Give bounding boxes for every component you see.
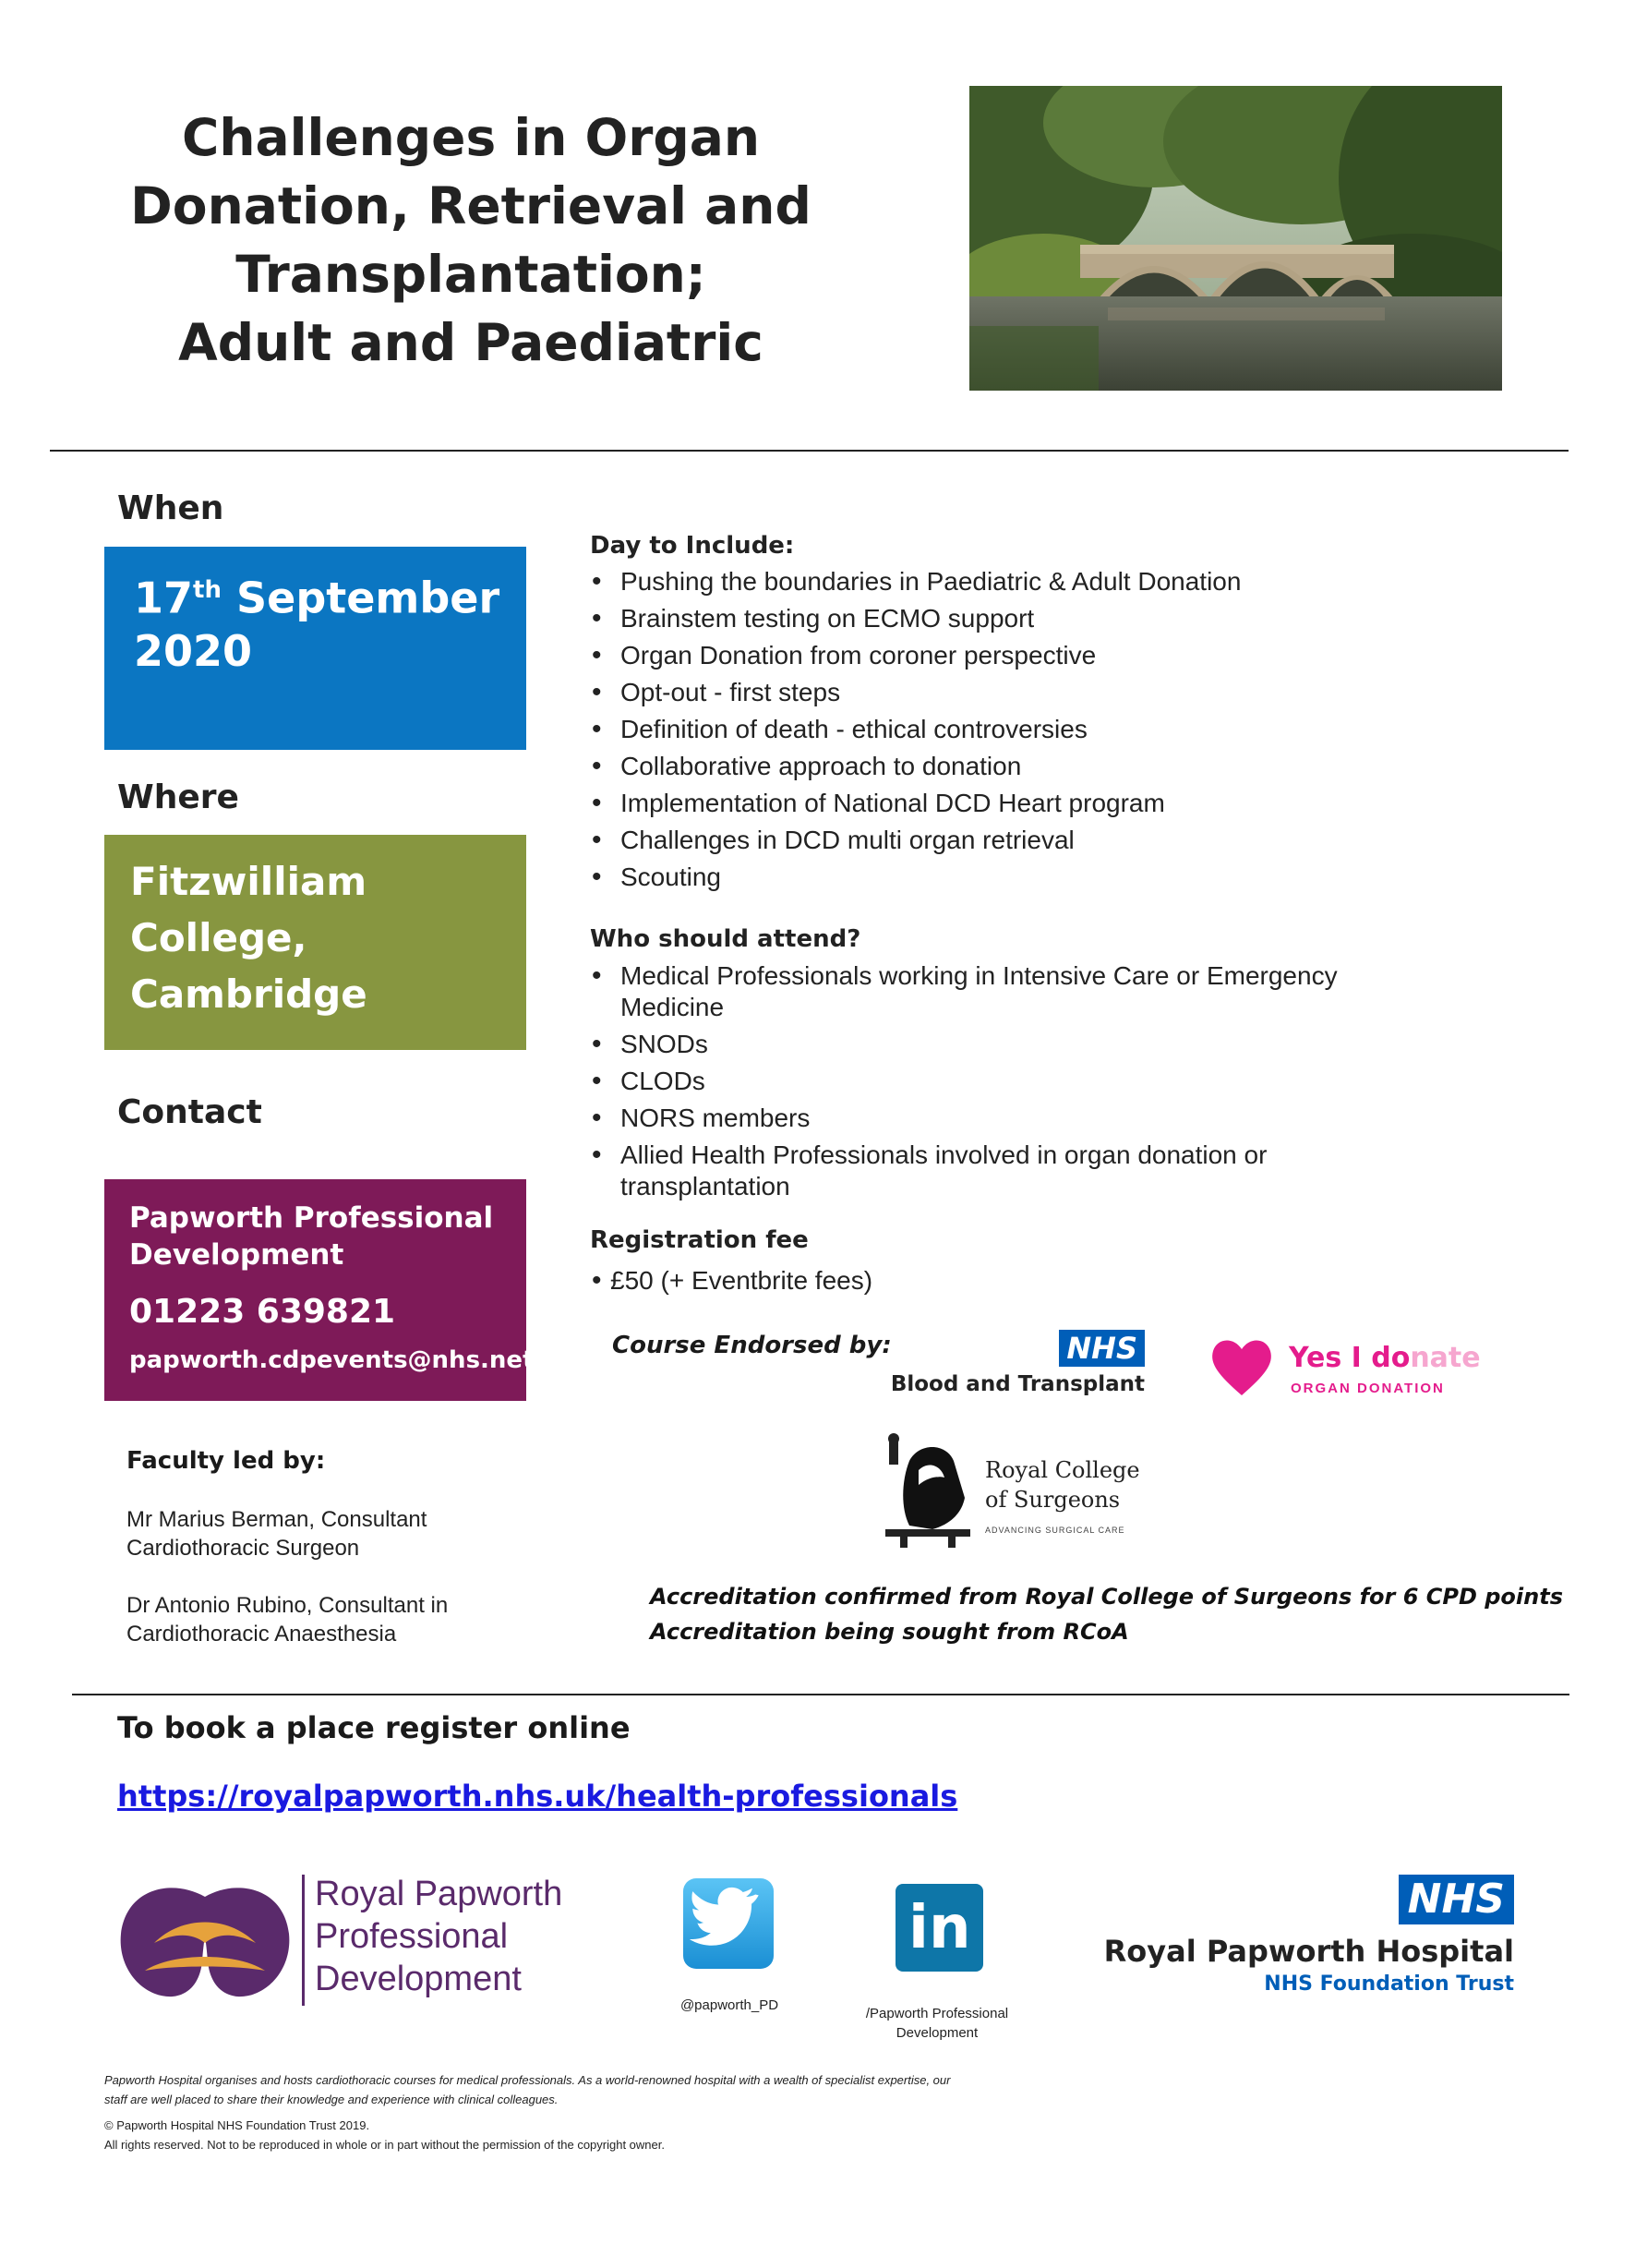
endorsed-label: Course Endorsed by: [612, 1332, 892, 1359]
title-line-3: Transplantation; [235, 245, 706, 304]
yes-i-donate-text [1289, 1342, 1481, 1374]
booking-heading: To book a place register online [117, 1710, 631, 1745]
faculty-person-2 [126, 1591, 448, 1648]
fee-list [590, 1265, 1236, 1302]
venue-line-1: Fitzwilliam [130, 859, 367, 904]
contact-org-1: Papworth Professional [129, 1201, 494, 1235]
list-item: • Medical Professionals working in Intensive Care or Emergency Medicine [590, 960, 1421, 1023]
date-month: September [235, 573, 500, 623]
accreditation-line-1: Accreditation confirmed from Royal College of Surgeons for 6 CPD points [650, 1584, 1563, 1610]
nhsbt-text: Blood and Transplant [890, 1372, 1145, 1396]
list-item: • NORS members [590, 1103, 1421, 1134]
list-item: • Collaborative approach to donation [590, 751, 1513, 782]
date-suffix: th [193, 576, 222, 604]
title-line-4: Adult and Paediatric [178, 313, 763, 372]
faculty-2-line-2: Cardiothoracic Anaesthesia [126, 1622, 397, 1647]
bottom-divider [72, 1694, 1569, 1695]
rcs-crest-icon [882, 1433, 974, 1548]
rph-nhs-badge: NHS [1399, 1875, 1514, 1924]
rph-trust: NHS Foundation Trust [1264, 1972, 1514, 1996]
booking-link[interactable]: https://royalpapworth.nhs.uk/health-professionals [117, 1779, 958, 1814]
faculty-1-line-1: Mr Marius Berman, Consultant [126, 1507, 427, 1532]
hero-bridge-image [969, 86, 1502, 391]
linkedin-line-2: Development [896, 2025, 979, 2041]
venue-box [104, 835, 526, 1050]
date-day: 17 [134, 573, 194, 623]
rppd-line-3: Development [315, 1960, 522, 1998]
contact-email[interactable]: papworth.cdpevents@nhs.net [129, 1346, 535, 1374]
list-item: • SNODs [590, 1029, 1421, 1060]
list-item: • Organ Donation from coroner perspective [590, 640, 1513, 671]
twitter-handle[interactable]: @papworth_PD [679, 1997, 779, 2013]
linkedin-icon[interactable]: in [896, 1884, 983, 1972]
page-title [97, 103, 845, 377]
list-item: • Scouting [590, 862, 1513, 893]
venue-line-2: College, [130, 915, 307, 960]
nhs-badge: NHS [1059, 1330, 1145, 1367]
date-year: 2020 [134, 626, 253, 676]
venue-line-3: Cambridge [130, 971, 367, 1017]
lungs-icon [117, 1878, 293, 2008]
date-box [104, 547, 526, 750]
rppd-line-2: Professional [315, 1917, 509, 1956]
linkedin-line-1: /Papworth Professional [865, 2006, 1009, 2021]
attend-list [590, 960, 1421, 1208]
faculty-2-line-1: Dr Antonio Rubino, Consultant in [126, 1593, 449, 1618]
footer-blurb-1: Papworth Hospital organises and hosts cardiothoracic courses for medical professionals. As a world-renowned hospital with a wealth of specialist expertise, our [104, 2073, 951, 2087]
nate-text: nate [1410, 1342, 1481, 1374]
attend-heading: Who should attend? [590, 925, 861, 953]
twitter-icon[interactable] [683, 1878, 774, 1969]
list-item: • Implementation of National DCD Heart program [590, 788, 1513, 819]
contact-org-2: Development [129, 1238, 344, 1272]
faculty-heading: Faculty led by: [126, 1447, 326, 1475]
where-label: Where [117, 778, 239, 816]
nhsbt-logo [890, 1330, 1145, 1404]
list-item: • Definition of death - ethical controversies [590, 714, 1513, 745]
rcs-text-1: Royal College [985, 1457, 1140, 1483]
yes-i-donate-logo [1209, 1334, 1486, 1404]
top-divider [50, 450, 1569, 452]
footer-copyright: © Papworth Hospital NHS Foundation Trust 2019. [104, 2118, 370, 2132]
list-item: • CLODs [590, 1066, 1421, 1097]
rppd-line-1: Royal Papworth [315, 1875, 563, 1913]
contact-box [104, 1179, 535, 1401]
day-include-list [590, 566, 1513, 899]
list-item: • £50 (+ Eventbrite fees) [590, 1265, 1236, 1297]
rcs-text-3: ADVANCING SURGICAL CARE [985, 1526, 1125, 1535]
day-include-heading: Day to Include: [590, 532, 795, 560]
linkedin-text[interactable] [831, 2004, 1043, 2043]
date-line [134, 560, 499, 628]
contact-label: Contact [117, 1093, 262, 1131]
list-item: • Challenges in DCD multi organ retrieval [590, 825, 1513, 856]
list-item: • Pushing the boundaries in Paediatric & Adult Donation [590, 566, 1513, 597]
rph-logo [1089, 1875, 1514, 2004]
when-label: When [117, 489, 224, 527]
title-line-2: Donation, Retrieval and [130, 176, 811, 235]
organ-donation-text: ORGAN DONATION [1291, 1381, 1445, 1396]
footer-rights: All rights reserved. Not to be reproduced in whole or in part without the permission of the copyright owner. [104, 2138, 665, 2152]
list-item: • Brainstem testing on ECMO support [590, 603, 1513, 634]
rcs-logo [882, 1433, 1149, 1550]
faculty-person-1 [126, 1505, 427, 1562]
title-line-1: Challenges in Organ [181, 108, 761, 167]
rppd-divider [302, 1875, 305, 2006]
faculty-1-line-2: Cardiothoracic Surgeon [126, 1536, 360, 1561]
list-item: • Opt-out - first steps [590, 677, 1513, 708]
rppd-logo [117, 1871, 579, 2009]
rph-name: Royal Papworth Hospital [1103, 1934, 1514, 1969]
list-item: • Allied Health Professionals involved in organ donation or transplantation [590, 1140, 1421, 1202]
fee-heading: Registration fee [590, 1226, 809, 1254]
yes-text: Yes I do [1289, 1342, 1411, 1374]
accreditation-line-2: Accreditation being sought from RCoA [650, 1619, 1129, 1645]
footer-blurb-2: staff are well placed to share their knowledge and experience with clinical colleagues. [104, 2093, 559, 2106]
rcs-text-2: of Surgeons [985, 1487, 1121, 1513]
heart-icon [1209, 1334, 1274, 1399]
contact-phone[interactable]: 01223 639821 [129, 1293, 396, 1331]
